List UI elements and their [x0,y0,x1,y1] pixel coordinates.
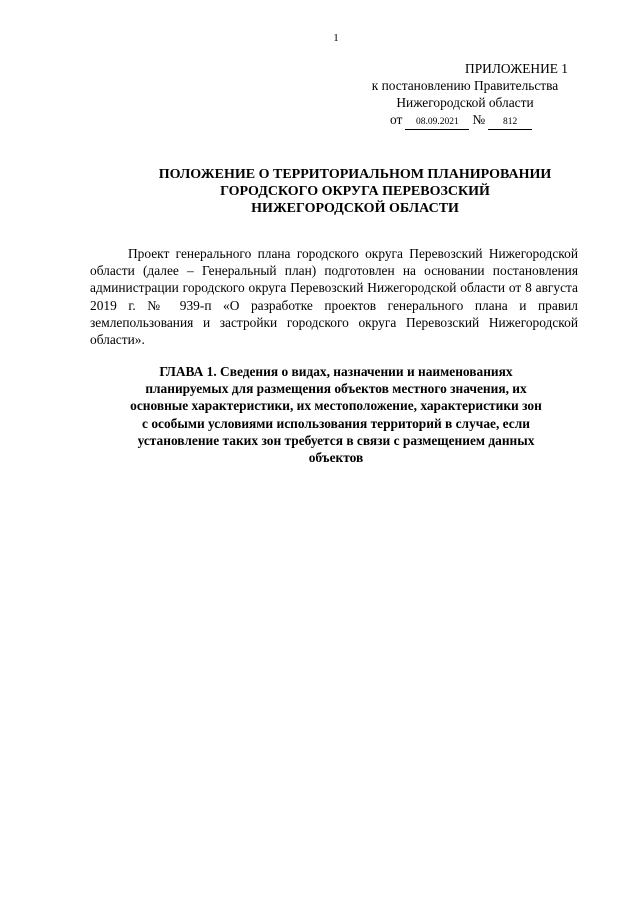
chapter-line-5: установление таких зон требуется в связи с размещением данных [137,432,535,448]
title-line-2: ГОРОДСКОГО ОКРУГА ПЕРЕВОЗСКИЙ [220,184,490,199]
appendix-decree-line: к постановлению Правительства [371,78,559,93]
title-line-3: НИЖЕГОРОДСКОЙ ОБЛАСТИ [251,201,459,216]
appendix-date-line [340,111,590,130]
chapter-line-3: основные характеристики, их местоположение, характеристики зон [130,398,542,414]
appendix-region-line: Нижегородской области [396,95,534,110]
intro-paragraph: Проект генерального плана городского округа Перевозский Нижегородской области (далее – Генеральный план) подготовлен на основании постановления администрации городского округа Перевозский Нижегородской области от 8 августа 2019 г. № 939-п «О разработке проектов генерального плана и правил землепользования и застройки городского округа Перевозский Нижегородской области». [90,246,578,348]
chapter-line-4: с особыми условиями использования территорий в случае, если [142,415,530,431]
appendix-header [340,60,590,130]
title-line-1: ПОЛОЖЕНИЕ О ТЕРРИТОРИАЛЬНОМ ПЛАНИРОВАНИИ [158,167,552,182]
decree-date: 08.09.2021 [405,116,469,130]
chapter-heading [96,363,576,466]
from-label: от [390,112,403,127]
chapter-line-2: планируемых для размещения объектов местного значения, их [145,381,527,397]
chapter-line-1: ГЛАВА 1. Сведения о видах, назначении и наименованиях [159,364,513,379]
appendix-title: ПРИЛОЖЕНИЕ 1 [465,61,568,76]
decree-number: 812 [488,116,532,130]
document-title [110,166,600,217]
page-number: 1 [333,32,339,44]
chapter-line-6: объектов [308,450,364,466]
number-label: № [472,112,486,127]
